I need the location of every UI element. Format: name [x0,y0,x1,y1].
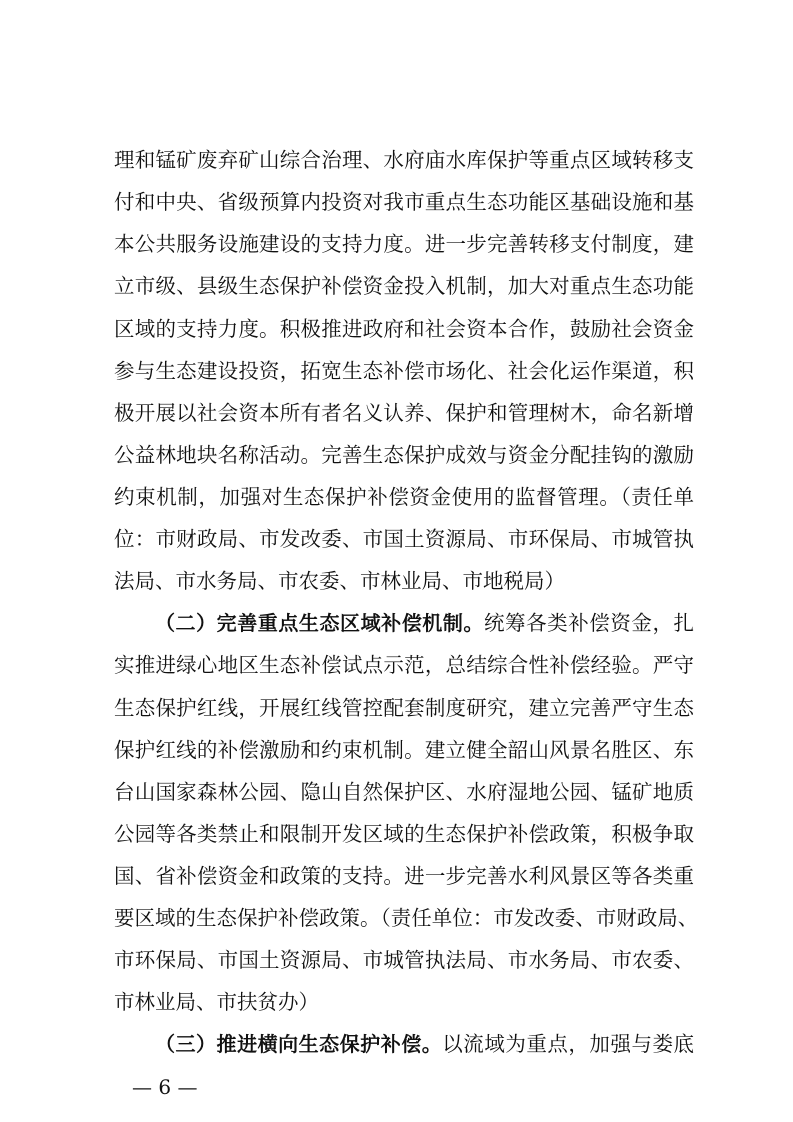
section-2-line-9: 市林业局、市扶贫办） [114,990,319,1014]
section-3-first-line [155,1028,694,1060]
section-2-line-4: 台山国家森林公园、隐山自然保护区、水府湿地公园、锰矿地质 [114,780,694,804]
section-2-line-3: 保护红线的补偿激励和约束机制。建立健全韶山风景名胜区、东 [114,738,694,762]
paragraph-line-9: 约束机制，加强对生态保护补偿资金使用的监督管理。（责任单 [114,485,694,509]
paragraph-line-2: 付和中央、省级预算内投资对我市重点生态功能区基础设施和基 [114,190,694,214]
paragraph-line-3: 本公共服务设施建设的支持力度。进一步完善转移支付制度，建 [114,232,694,256]
page-number: — 6 — [132,1075,198,1099]
paragraph-line-4: 立市级、县级生态保护补偿资金投入机制，加大对重点生态功能 [114,274,694,298]
section-2-heading: （二）完善重点生态区域补偿机制。 [155,611,484,635]
section-2-line-1: 实推进绿心地区生态补偿试点示范，总结综合性补偿经验。严守 [114,653,694,677]
section-2-line-8: 市环保局、市国土资源局、市城管执法局、市水务局、市农委、 [114,948,694,972]
section-2-line-2: 生态保护红线，开展红线管控配套制度研究，建立完善严守生态 [114,696,694,720]
paragraph-line-8: 公益林地块名称活动。完善生态保护成效与资金分配挂钩的激励 [114,443,694,467]
paragraph-line-1: 理和锰矿废弃矿山综合治理、水府庙水库保护等重点区域转移支 [114,148,694,172]
section-3-first-line-rest: 以流域为重点，加强与娄底 [442,1032,695,1056]
paragraph-line-5: 区域的支持力度。积极推进政府和社会资本合作，鼓励社会资金 [114,317,694,341]
paragraph-line-10: 位：市财政局、市发改委、市国土资源局、市环保局、市城管执 [114,527,694,551]
section-2-first-line-rest: 统筹各类补偿资金，扎 [483,611,695,635]
paragraph-line-11: 法局、市水务局、市农委、市林业局、市地税局） [114,569,565,593]
paragraph-line-6: 参与生态建设投资，拓宽生态补偿市场化、社会化运作渠道，积 [114,359,694,383]
section-2-line-5: 公园等各类禁止和限制开发区域的生态保护补偿政策，积极争取 [114,822,694,846]
section-2-line-7: 要区域的生态保护补偿政策。（责任单位：市发改委、市财政局、 [114,906,699,930]
section-3-heading: （三）推进横向生态保护补偿。 [155,1032,443,1056]
paragraph-line-7: 极开展以社会资本所有者名义认养、保护和管理树木，命名新增 [114,401,694,425]
section-2-line-6: 国、省补偿资金和政策的支持。进一步完善水利风景区等各类重 [114,864,694,888]
section-2-first-line [155,607,694,639]
